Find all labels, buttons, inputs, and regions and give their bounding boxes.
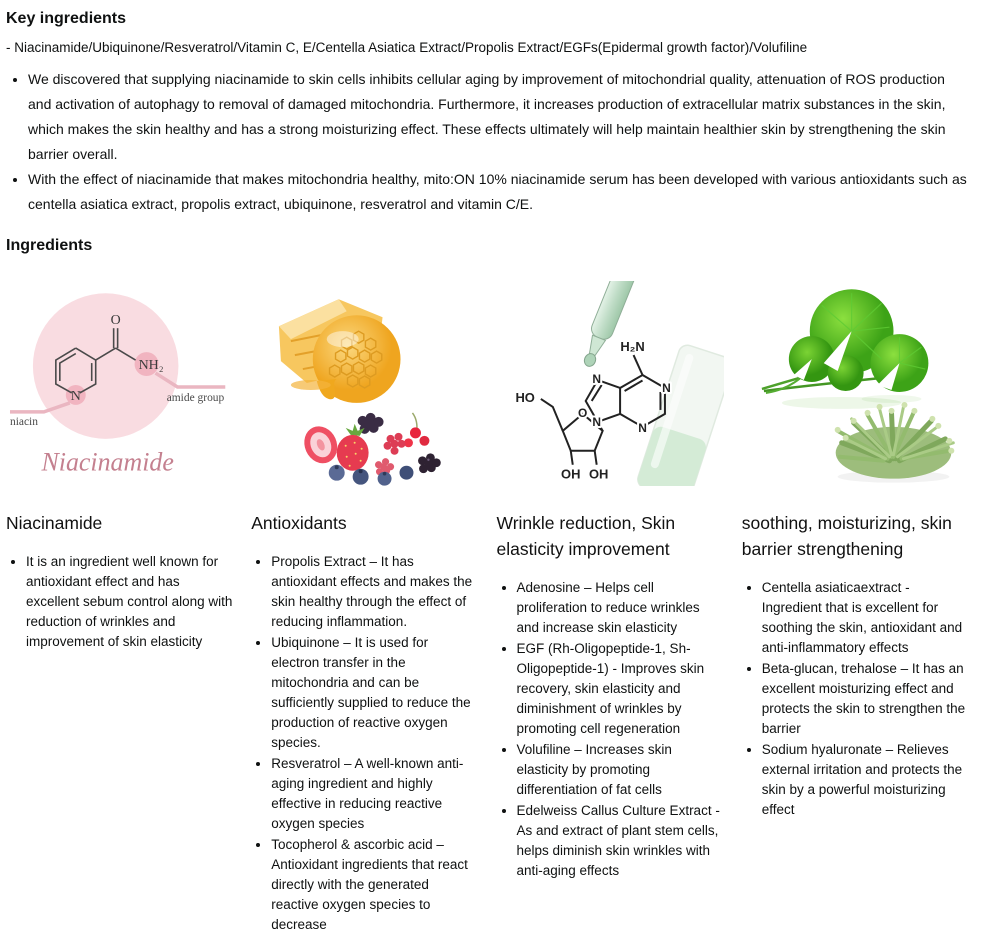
list-item: • Resveratrol – A well-known anti-aging ingredient and highly effective in reducing reactive oxygen species bbox=[271, 754, 478, 834]
moss-plant bbox=[834, 402, 954, 483]
n-atom: N bbox=[591, 372, 601, 387]
oh-label: OH bbox=[588, 466, 608, 482]
adenosine-structure-image bbox=[497, 281, 724, 486]
key-ingredients-title: Key ingredients bbox=[6, 10, 127, 27]
intro-bullet-1: • We discovered that supplying niacinamide to skin cells inhibits cellular aging by improvement of mitochondrial quality, attenuation of ROS production and activation of autophagy to removal of damaged mitochondria. Furthermore, it increases production of extracellular matrix substances in the skin, which makes the skin healthy and has a strong moisturizing effect. These effects ultimately will help maintain healthier skin by strengthening the skin barrier overall. bbox=[28, 67, 969, 167]
list-item: • EGF (Rh-Oligopeptide-1, Sh-Oligopeptide-1) - Improves skin recovery, skin elasticity and diminishment of wrinkles by promoting cell regeneration bbox=[517, 639, 724, 739]
list-item: • Sodium hyaluronate – Relieves external irritation and protects the skin by a powerful moisturizing effect bbox=[762, 740, 969, 820]
carbonyl-oxygen-atom: O bbox=[110, 313, 121, 329]
wrinkle-reduction-bullet-list bbox=[497, 578, 724, 881]
raspberry bbox=[384, 433, 406, 455]
ring-nitrogen-atom: N bbox=[70, 388, 81, 404]
h2n-label: H₂N bbox=[619, 339, 645, 355]
niacin-label: niacin bbox=[9, 415, 38, 428]
key-ingredients-bullet-list bbox=[6, 67, 969, 217]
amide-group-label: amide group bbox=[166, 391, 225, 404]
n-atom: N bbox=[661, 380, 671, 395]
list-item: • Adenosine – Helps cell proliferation to reduce wrinkles and increase skin elasticity bbox=[517, 578, 724, 638]
list-item: • Beta-glucan, trehalose – It has an excellent moisturizing effect and protects the skin to strengthen the barrier bbox=[762, 659, 969, 739]
column-heading-soothing: soothing, moisturizing, skin barrier strengthening bbox=[741, 513, 952, 559]
ho-label: HO bbox=[514, 389, 535, 405]
plants-svg bbox=[742, 281, 969, 486]
list-item: • Tocopherol & ascorbic acid – Antioxidant ingredients that react directly with the generated reactive oxygen species to decrease bbox=[271, 835, 478, 935]
n-atom: N bbox=[591, 414, 601, 429]
amide-nh2-atom: NH₂ bbox=[138, 358, 164, 374]
list-item: • Volufiline – Increases skin elasticity by promoting differentiation of fat cells bbox=[517, 740, 724, 800]
antioxidants-bullet-list bbox=[251, 552, 478, 935]
intro-bullet-2: • With the effect of niacinamide that makes mitochondria healthy, mito:ON 10% niacinamide serum has been developed with various antioxidants such as centella asiatica extract, propolis extract, ubiquinone, resveratrol and vitamin C/E. bbox=[28, 167, 969, 217]
list-item: • Edelweiss Callus Culture Extract - As and extract of plant stem cells, helps diminish skin wrinkles with anti-aging effects bbox=[517, 801, 724, 881]
column-heading-antioxidants: Antioxidants bbox=[251, 513, 347, 533]
blueberries bbox=[329, 465, 414, 486]
column-heading-niacinamide: Niacinamide bbox=[6, 513, 103, 533]
key-ingredients-line: - Niacinamide/Ubiquinone/Resveratrol/Vitamin C, E/Centella Asiatica Extract/Propolis Extract/EGFs(Epidermal growth factor)/Volufiline bbox=[6, 40, 808, 55]
niacinamide-caption: Niacinamide bbox=[41, 447, 174, 477]
ingredient-column-niacinamide bbox=[6, 281, 233, 936]
oh-label: OH bbox=[560, 466, 580, 482]
column-heading-wrinkle-reduction: Wrinkle reduction, Skin elasticity improvement bbox=[496, 513, 676, 559]
soothing-bullet-list bbox=[742, 578, 969, 820]
vial bbox=[635, 343, 724, 486]
honeycomb-berries-svg bbox=[251, 281, 478, 486]
berries bbox=[299, 413, 441, 486]
list-item: • Ubiquinone – It is used for electron transfer in the mitochondria and can be sufficiently supplied to reduce the production of reactive oxygen species. bbox=[271, 633, 478, 753]
niacinamide-structure-image bbox=[6, 281, 233, 486]
ingredients-grid bbox=[6, 281, 969, 936]
blackberry bbox=[418, 453, 441, 473]
n-atom: N bbox=[637, 420, 647, 435]
plants-image bbox=[742, 281, 969, 486]
honeycomb bbox=[279, 299, 401, 403]
centella-leaves bbox=[762, 289, 928, 409]
ingredient-column-soothing bbox=[742, 281, 969, 936]
list-item: • Centella asiaticaextract - Ingredient that is excellent for soothing the skin, antioxidant and anti-inflammatory effects bbox=[762, 578, 969, 658]
list-item: • Propolis Extract – It has antioxidant effects and makes the skin healthy through the effect of reducing inflammation. bbox=[271, 552, 478, 632]
dropper-icon bbox=[577, 281, 641, 370]
ingredients-title: Ingredients bbox=[6, 237, 93, 254]
adenosine-bonds bbox=[540, 355, 664, 465]
niacinamide-bullet-list bbox=[6, 552, 233, 652]
niacinamide-structure-svg bbox=[6, 281, 233, 486]
ingredient-column-wrinkle-reduction bbox=[497, 281, 724, 936]
o-atom: O bbox=[577, 405, 587, 420]
strawberry-half bbox=[299, 421, 344, 469]
list-item: • It is an ingredient well known for antioxidant effect and has excellent sebum control along with reduction of wrinkles and improvement of skin elasticity bbox=[26, 552, 233, 652]
ingredient-column-antioxidants bbox=[251, 281, 478, 936]
honeycomb-berries-image bbox=[251, 281, 478, 486]
adenosine-structure-svg bbox=[497, 281, 724, 486]
